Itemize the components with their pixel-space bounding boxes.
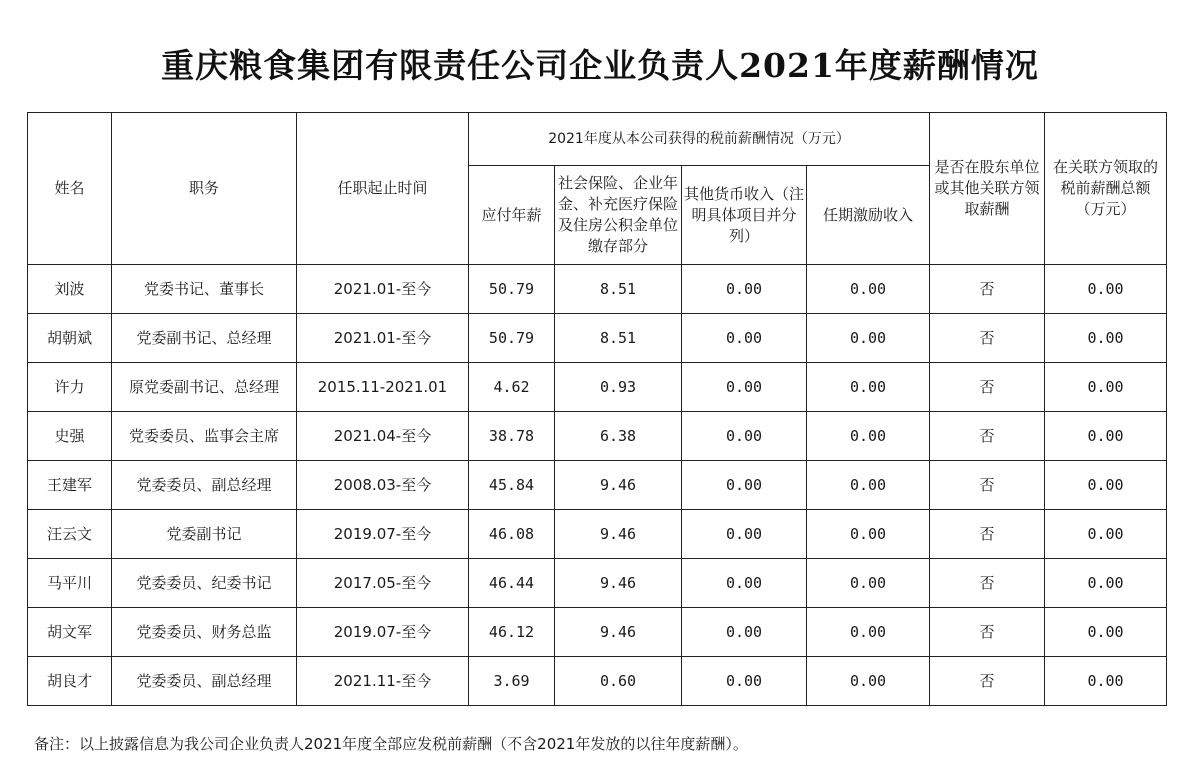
table-row <box>28 461 1167 510</box>
cell-position: 党委委员、监事会主席 <box>112 412 297 461</box>
cell-shareholder: 否 <box>930 608 1045 657</box>
cell-related-total: 0.00 <box>1045 265 1167 314</box>
cell-shareholder: 否 <box>930 461 1045 510</box>
cell-social-insurance: 6.38 <box>555 412 682 461</box>
cell-incentive: 0.00 <box>807 559 930 608</box>
cell-position: 党委副书记 <box>112 510 297 559</box>
cell-other-income: 0.00 <box>682 412 807 461</box>
cell-annual-salary: 50.79 <box>469 265 555 314</box>
cell-name: 胡朝斌 <box>28 314 112 363</box>
cell-annual-salary: 3.69 <box>469 657 555 706</box>
cell-annual-salary: 4.62 <box>469 363 555 412</box>
cell-social-insurance: 9.46 <box>555 608 682 657</box>
table-row <box>28 363 1167 412</box>
header-name: 姓名 <box>28 113 112 265</box>
table-row <box>28 412 1167 461</box>
cell-name: 汪云文 <box>28 510 112 559</box>
salary-table-container <box>27 112 1166 706</box>
cell-other-income: 0.00 <box>682 657 807 706</box>
cell-shareholder: 否 <box>930 363 1045 412</box>
cell-position: 党委委员、财务总监 <box>112 608 297 657</box>
cell-annual-salary: 46.12 <box>469 608 555 657</box>
cell-shareholder: 否 <box>930 314 1045 363</box>
cell-incentive: 0.00 <box>807 657 930 706</box>
header-salary-group: 2021年度从本公司获得的税前薪酬情况（万元） <box>469 113 930 166</box>
cell-incentive: 0.00 <box>807 461 930 510</box>
table-row <box>28 608 1167 657</box>
cell-position: 党委副书记、总经理 <box>112 314 297 363</box>
cell-term: 2021.01-至今 <box>297 265 469 314</box>
header-related-total: 在关联方领取的税前薪酬总额（万元） <box>1045 113 1167 265</box>
cell-name: 史强 <box>28 412 112 461</box>
cell-related-total: 0.00 <box>1045 510 1167 559</box>
header-incentive: 任期激励收入 <box>807 166 930 265</box>
cell-other-income: 0.00 <box>682 363 807 412</box>
cell-social-insurance: 9.46 <box>555 510 682 559</box>
cell-related-total: 0.00 <box>1045 461 1167 510</box>
cell-related-total: 0.00 <box>1045 559 1167 608</box>
cell-social-insurance: 8.51 <box>555 314 682 363</box>
cell-term: 2017.05-至今 <box>297 559 469 608</box>
header-row-1 <box>28 113 1167 166</box>
table-row <box>28 510 1167 559</box>
cell-shareholder: 否 <box>930 412 1045 461</box>
cell-shareholder: 否 <box>930 510 1045 559</box>
cell-term: 2021.01-至今 <box>297 314 469 363</box>
cell-position: 党委书记、董事长 <box>112 265 297 314</box>
cell-other-income: 0.00 <box>682 608 807 657</box>
cell-name: 马平川 <box>28 559 112 608</box>
document-title: 重庆粮食集团有限责任公司企业负责人2021年度薪酬情况 <box>161 46 1039 85</box>
cell-other-income: 0.00 <box>682 265 807 314</box>
cell-annual-salary: 50.79 <box>469 314 555 363</box>
header-social-insurance: 社会保险、企业年金、补充医疗保险及住房公积金单位缴存部分 <box>555 166 682 265</box>
cell-term: 2021.04-至今 <box>297 412 469 461</box>
cell-name: 王建军 <box>28 461 112 510</box>
cell-incentive: 0.00 <box>807 265 930 314</box>
cell-other-income: 0.00 <box>682 461 807 510</box>
cell-incentive: 0.00 <box>807 510 930 559</box>
table-row <box>28 314 1167 363</box>
cell-annual-salary: 38.78 <box>469 412 555 461</box>
cell-related-total: 0.00 <box>1045 608 1167 657</box>
cell-shareholder: 否 <box>930 265 1045 314</box>
cell-name: 刘波 <box>28 265 112 314</box>
cell-name: 胡文军 <box>28 608 112 657</box>
cell-term: 2019.07-至今 <box>297 608 469 657</box>
cell-name: 胡良才 <box>28 657 112 706</box>
footnote: 备注：以上披露信息为我公司企业负责人2021年度全部应发税前薪酬（不含2021年发放的以往年度薪酬）。 <box>34 735 748 753</box>
cell-annual-salary: 45.84 <box>469 461 555 510</box>
cell-term: 2008.03-至今 <box>297 461 469 510</box>
cell-social-insurance: 8.51 <box>555 265 682 314</box>
table-row <box>28 559 1167 608</box>
cell-social-insurance: 9.46 <box>555 461 682 510</box>
cell-position: 党委委员、副总经理 <box>112 657 297 706</box>
cell-shareholder: 否 <box>930 657 1045 706</box>
cell-other-income: 0.00 <box>682 559 807 608</box>
header-position: 职务 <box>112 113 297 265</box>
cell-social-insurance: 9.46 <box>555 559 682 608</box>
cell-annual-salary: 46.44 <box>469 559 555 608</box>
cell-related-total: 0.00 <box>1045 412 1167 461</box>
cell-term: 2019.07-至今 <box>297 510 469 559</box>
cell-other-income: 0.00 <box>682 314 807 363</box>
cell-name: 许力 <box>28 363 112 412</box>
cell-incentive: 0.00 <box>807 314 930 363</box>
cell-position: 党委委员、纪委书记 <box>112 559 297 608</box>
cell-term: 2021.11-至今 <box>297 657 469 706</box>
cell-position: 党委委员、副总经理 <box>112 461 297 510</box>
cell-related-total: 0.00 <box>1045 363 1167 412</box>
header-term: 任职起止时间 <box>297 113 469 265</box>
salary-table <box>27 112 1167 706</box>
cell-term: 2015.11-2021.01 <box>297 363 469 412</box>
header-annual-salary: 应付年薪 <box>469 166 555 265</box>
cell-position: 原党委副书记、总经理 <box>112 363 297 412</box>
header-shareholder: 是否在股东单位或其他关联方领取薪酬 <box>930 113 1045 265</box>
cell-related-total: 0.00 <box>1045 314 1167 363</box>
table-row <box>28 265 1167 314</box>
cell-incentive: 0.00 <box>807 412 930 461</box>
cell-incentive: 0.00 <box>807 608 930 657</box>
table-row <box>28 657 1167 706</box>
cell-other-income: 0.00 <box>682 510 807 559</box>
cell-annual-salary: 46.08 <box>469 510 555 559</box>
cell-shareholder: 否 <box>930 559 1045 608</box>
cell-incentive: 0.00 <box>807 363 930 412</box>
header-other-income: 其他货币收入（注明具体项目并分列） <box>682 166 807 265</box>
cell-social-insurance: 0.60 <box>555 657 682 706</box>
cell-social-insurance: 0.93 <box>555 363 682 412</box>
cell-related-total: 0.00 <box>1045 657 1167 706</box>
